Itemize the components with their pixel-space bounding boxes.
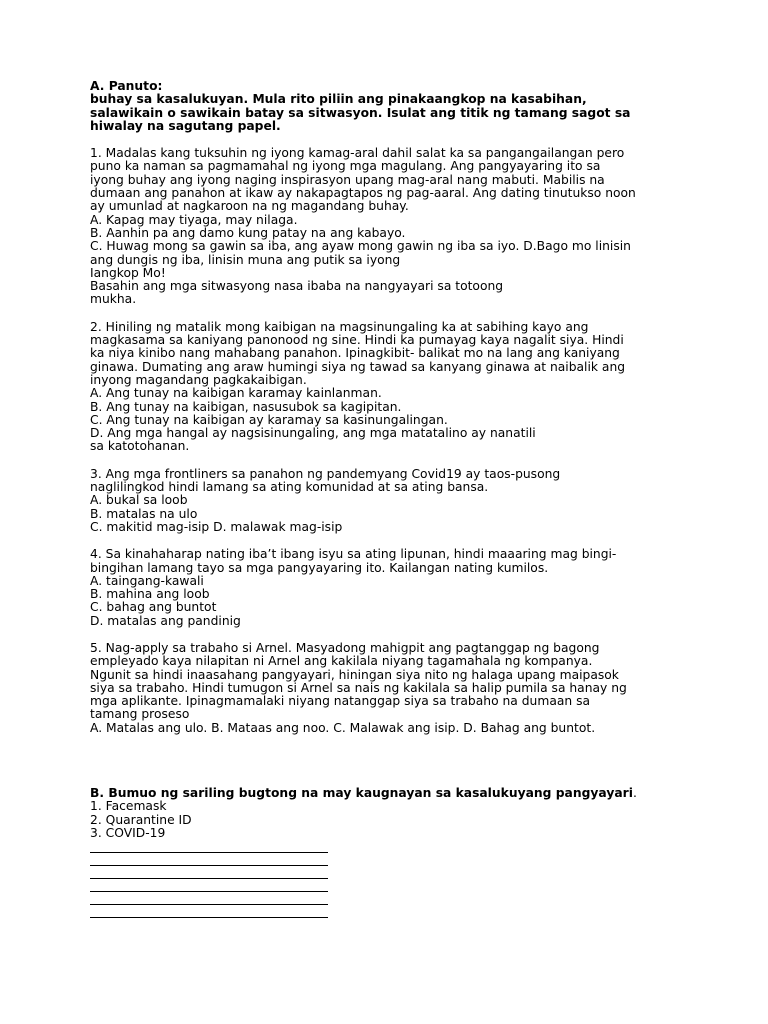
- answer-blanks: [90, 840, 690, 918]
- question-line: mga aplikante. Ipinagmamalaki niyang natanggap siya sa trabaho na dumaan sa: [90, 694, 591, 709]
- choice-a: A. Ang tunay na kaibigan karamay kainlanman.: [90, 386, 382, 401]
- question-line: dumaan ang panahon at ikaw ay nakapagtapos ng pag-aaral. Ang dating tinutukso noon: [90, 186, 636, 201]
- question-line: mukha.: [90, 292, 137, 307]
- answer-line: [90, 879, 328, 892]
- section-b-heading: [90, 787, 690, 800]
- question-line: empleyado kaya nilapitan ni Arnel ang kakilala niyang tagamahala ng kompanya.: [90, 654, 593, 669]
- choices-line: A. Matalas ang ulo. B. Mataas ang noo. C. Malawak ang isip. D. Bahag ang buntot.: [90, 720, 596, 735]
- choice-b: B. mahina ang loob: [90, 587, 210, 602]
- question-line: sa katotohanan.: [90, 439, 190, 454]
- section-b-heading-end: .: [632, 786, 637, 801]
- bugtong-item: 1. Facemask: [90, 799, 167, 814]
- section-a: [90, 80, 690, 133]
- question-1: [90, 147, 690, 307]
- question-line: 2. Hiniling ng matalik mong kaibigan na magsinungaling ka at sabihing kayo ang: [90, 319, 589, 334]
- question-line: Basahin ang mga sitwasyong nasa ibaba na nangyayari sa totoong: [90, 279, 504, 294]
- question-3: [90, 468, 690, 534]
- question-line: tamang proseso: [90, 707, 190, 722]
- instruction-line: salawikain o sawikain batay sa sitwasyon. Isulat ang titik ng tamang sagot sa: [90, 105, 631, 120]
- choice-b: B. Aanhin pa ang damo kung patay na ang kabayo.: [90, 225, 406, 240]
- worksheet-page: [90, 80, 690, 918]
- question-line: ginawa. Dumating ang araw humingi siya ng tawad sa kanyang ginawa at naibalik ang: [90, 359, 626, 374]
- answer-line: [90, 866, 328, 879]
- question-line: ay umunlad at nagkaroon na ng magandang buhay.: [90, 199, 409, 214]
- choice-d: D. matalas ang pandinig: [90, 613, 241, 628]
- section-b-heading-text: B. Bumuo ng sariling bugtong na may kaugnayan sa kasalukuyang pangyayari: [90, 786, 633, 801]
- choice-b: B. Ang tunay na kaibigan, nasusubok sa kagipitan.: [90, 399, 402, 414]
- question-5: [90, 642, 690, 735]
- section-b: [90, 787, 690, 918]
- choice-c: C. Huwag mong sa gawin sa iba, ang ayaw mong gawin ng iba sa iyo. D.Bago mo linisin: [90, 239, 631, 254]
- question-line: 3. Ang mga frontliners sa panahon ng pandemyang Covid19 ay taos-pusong: [90, 466, 561, 481]
- question-line: puno ka naman sa pagmamahal ng iyong mga magulang. Ang pangyayaring ito sa: [90, 159, 601, 174]
- question-line: magkasama sa kaniyang panonood ng sine. Hindi ka pumayag kaya nagalit siya. Hindi: [90, 333, 624, 348]
- choice-a: A. taingang-kawali: [90, 573, 204, 588]
- answer-line: [90, 853, 328, 866]
- question-line: 4. Sa kinahaharap nating iba’t ibang isyu sa ating lipunan, hindi maaaring mag bingi-: [90, 547, 617, 562]
- answer-line: [90, 905, 328, 918]
- question-4: [90, 548, 690, 628]
- choice-a: A. bukal sa loob: [90, 493, 188, 508]
- answer-line: [90, 840, 328, 853]
- instruction-line: buhay sa kasalukuyan. Mula rito piliin ang pinakaangkop na kasabihan,: [90, 92, 587, 107]
- section-a-heading: A. Panuto:: [90, 79, 163, 93]
- question-line: 1. Madalas kang tuksuhin ng iyong kamag-aral dahil salat ka sa pangangailangan pero: [90, 146, 625, 161]
- question-line: Ngunit sa hindi inaasahang pangyayari, hiningan siya nito ng halaga upang maipasok: [90, 667, 619, 682]
- question-line: ka niya kinibo nang mahabang panahon. Ipinagkibit- balikat mo na lang ang kaniyang: [90, 346, 620, 361]
- question-2: [90, 321, 690, 454]
- choice-b: B. matalas na ulo: [90, 506, 198, 521]
- choice-c: C. bahag ang buntot: [90, 600, 217, 615]
- bugtong-item: 2. Quarantine ID: [90, 812, 192, 827]
- question-line: 5. Nag-apply sa trabaho si Arnel. Masyadong mahigpit ang pagtanggap ng bagong: [90, 640, 600, 655]
- question-line: ang dungis ng iba, linisin muna ang putik sa iyong: [90, 252, 401, 267]
- question-line: inyong magandang pagkakaibigan.: [90, 372, 307, 387]
- bugtong-item: 3. COVID-19: [90, 825, 166, 840]
- choice-c: C. Ang tunay na kaibigan ay karamay sa kasinungalingan.: [90, 412, 448, 427]
- instruction-line: hiwalay na sagutang papel.: [90, 118, 281, 133]
- choice-a: A. Kapag may tiyaga, may nilaga.: [90, 212, 298, 227]
- choice-d: D. Ang mga hangal ay nagsisinungaling, ang mga matatalino ay nanatili: [90, 426, 536, 441]
- question-line: iyong buhay ang iyong naging inspirasyon upang mag-aral nang mabuti. Mabilis na: [90, 172, 605, 187]
- question-line: bingihan lamang tayo sa mga pangyayaring ito. Kailangan nating kumilos.: [90, 560, 549, 575]
- question-line: Iangkop Mo!: [90, 265, 166, 280]
- question-line: naglilingkod hindi lamang sa ating komunidad at sa ating bansa.: [90, 480, 489, 495]
- answer-line: [90, 892, 328, 905]
- question-line: siya sa trabaho. Hindi tumugon si Arnel sa nais ng kakilala sa halip pumila sa hanay ng: [90, 680, 627, 695]
- choice-c: C. makitid mag-isip D. malawak mag-isip: [90, 519, 343, 534]
